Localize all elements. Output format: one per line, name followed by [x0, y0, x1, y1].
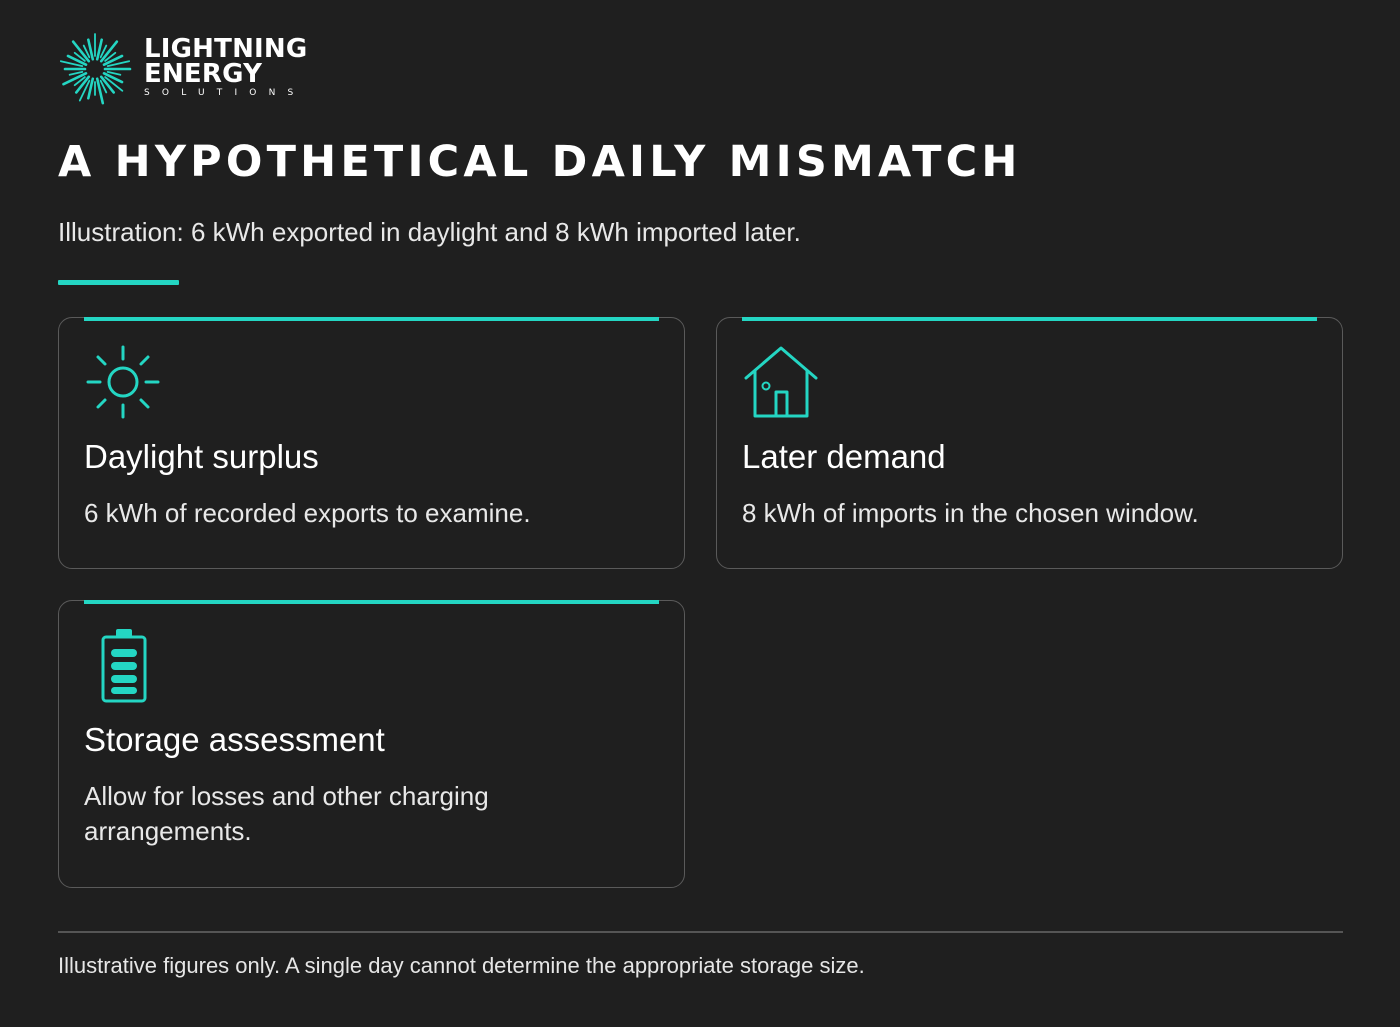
page-subtitle: Illustration: 6 kWh exported in daylight and 8 kWh imported later.	[58, 217, 801, 247]
footnote: Illustrative figures only. A single day cannot determine the appropriate storage size.	[58, 953, 865, 978]
brand-wordmark	[144, 34, 308, 98]
starburst-icon	[58, 32, 132, 106]
brand-name-line-1: LIGHTNING	[144, 34, 308, 64]
card-title: Storage assessment	[84, 721, 385, 758]
house-icon	[741, 342, 821, 422]
sun-icon	[83, 342, 163, 422]
card-text: 8 kWh of imports in the chosen window.	[742, 498, 1199, 528]
footer-divider	[58, 931, 1343, 933]
brand-logo	[58, 32, 307, 106]
card-text: Allow for losses and other charging arrangements.	[84, 781, 489, 846]
card-title: Daylight surplus	[84, 438, 319, 475]
accent-rule	[58, 280, 179, 285]
card-later-demand	[716, 317, 1343, 569]
brand-tagline: SOLUTIONS	[144, 88, 306, 98]
page-title: A HYPOTHETICAL DAILY MISMATCH	[58, 137, 1022, 187]
card-title: Later demand	[742, 438, 946, 475]
card-storage-assessment	[58, 600, 685, 888]
brand-name-line-2: ENERGY	[144, 59, 263, 89]
card-text: 6 kWh of recorded exports to examine.	[84, 498, 531, 528]
battery-icon	[83, 625, 163, 705]
card-daylight-surplus	[58, 317, 685, 569]
